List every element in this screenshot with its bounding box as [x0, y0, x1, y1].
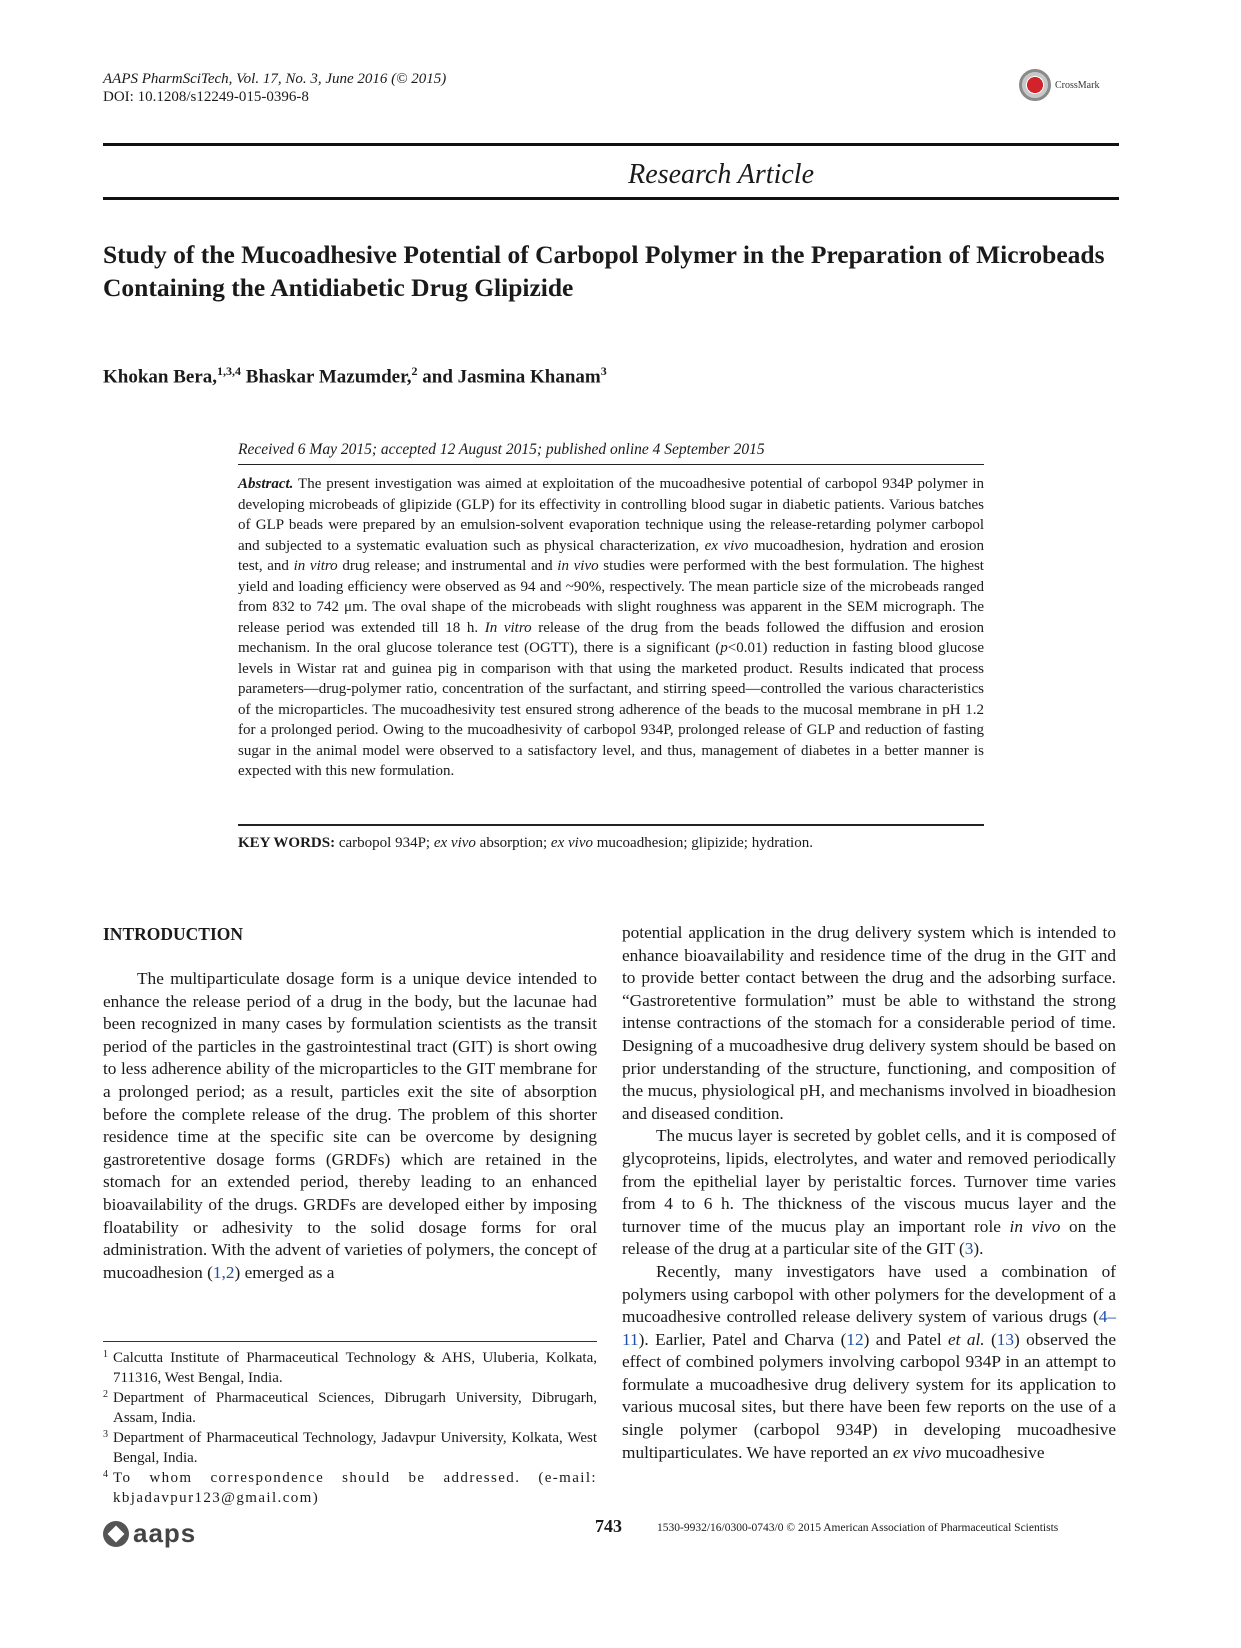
- paragraph-italic: in vivo: [1009, 1216, 1061, 1236]
- abstract-text: mucoadhesion, hydration and erosion test, and: [238, 537, 984, 574]
- abstract: [238, 474, 984, 782]
- author-3-affil: 3: [600, 364, 607, 378]
- footnote-text: Department of Pharmaceutical Technology, Jadavpur University, Kolkata, West Bengal, India.: [113, 1430, 597, 1466]
- footnote-marker: 2: [103, 1389, 108, 1400]
- abstract-text: release of the drug from the beads followed the diffusion and erosion mechanism. In the oral glucose tolerance test (OGTT), there is a significant (: [238, 619, 984, 656]
- footnote-3: [103, 1428, 597, 1468]
- journal-header: [103, 70, 446, 106]
- abstract-top-rule: [238, 464, 984, 465]
- journal-citation: AAPS PharmSciTech, Vol. 17, No. 3, June 2016 (© 2015): [103, 71, 447, 87]
- citation-link[interactable]: 4–11: [622, 1307, 1116, 1349]
- author-2: Bhaskar Mazumder,: [245, 366, 412, 388]
- keyword-italic: ex vivo: [433, 835, 476, 851]
- keywords-label: KEY WORDS:: [238, 835, 336, 851]
- keyword-italic: ex vivo: [550, 835, 593, 851]
- abstract-italic: p: [720, 640, 728, 656]
- abstract-text: The present investigation was aimed at exploitation of the mucoadhesive potential of carbopol 934P polymer in developing microbeads of glipizide (GLP) for its effectivity in controlling blood sugar in diabetic patients. Various batches of GLP beads were prepared by an emulsion-solvent evaporation technique using the release-retarding polymer carbopol and subjected to a systematic evaluation such as physical characterization,: [238, 476, 984, 554]
- abstract-label: Abstract.: [238, 476, 294, 492]
- paragraph-text: on the release of the drug at a particular site of the GIT (: [622, 1216, 1116, 1259]
- footnote-1: [103, 1348, 597, 1388]
- paragraph-text: ).: [973, 1239, 984, 1259]
- publication-dates: Received 6 May 2015; accepted 12 August 2015; published online 4 September 2015: [238, 441, 765, 458]
- paragraph-text: ) and Patel: [863, 1329, 948, 1349]
- page-number: 743: [595, 1516, 622, 1536]
- paragraph-text: mucoadhesive: [941, 1442, 1045, 1462]
- author-conjunction: and: [422, 366, 453, 388]
- abstract-italic: in vivo: [557, 558, 599, 574]
- top-rule: [103, 143, 1119, 146]
- right-column: [622, 922, 1116, 1464]
- paragraph-text: ) observed the effect of combined polymers involving carbopol 934P in an attempt to formulate a mucoadhesive drug delivery system for its application to various mucosal sites, but there have been few reports on the use of a single polymer (carbopol 934P) in developing mucoadhesive multiparticulates. We have reported an: [622, 1329, 1116, 1462]
- abstract-text: <0.01) reduction in fasting blood glucose levels in Wistar rat and guinea pig in comparison with that using the marketed product. Results indicated that process parameters—drug-polymer ratio, concentration of the surfactant, and stirring speed—controlled the various characteristics of the microparticles. The mucoadhesivity test ensured strong adherence of the beads to the mucosal membrane in pH 1.2 for a prolonged period. Owing to the mucoadhesivity of carbopol 934P, prolonged release of GLP and reduction of fasting sugar in the animal model were observed to a satisfactory level, and thus, management of diabetes in a better manner is expected with this new formulation.: [238, 640, 984, 779]
- paragraph-text: Recently, many investigators have used a combination of polymers using carbopol with other polymers for the development of a mucoadhesive controlled release delivery system of various drugs (: [622, 1261, 1116, 1327]
- footnote-2: [103, 1388, 597, 1428]
- footnote-text: Department of Pharmaceutical Sciences, Dibrugarh University, Dibrugarh, Assam, India.: [113, 1390, 597, 1426]
- paragraph-text: ) emerged as a: [234, 1262, 335, 1282]
- abstract-italic: In vitro: [484, 619, 532, 636]
- footnotes: [103, 1348, 597, 1508]
- copyright-line: 1530-9932/16/0300-0743/0 © 2015 American Association of Pharmaceutical Scientists: [657, 1522, 1059, 1534]
- intro-paragraph-3: [622, 1261, 1116, 1464]
- citation-link[interactable]: 1,2: [212, 1262, 235, 1282]
- intro-paragraph-1: [103, 968, 597, 1284]
- keyword-text: carbopol 934P;: [335, 835, 434, 851]
- article-type: Research Article: [628, 159, 814, 190]
- aaps-logo-icon: [103, 1521, 129, 1547]
- abstract-italic: ex vivo: [704, 537, 749, 554]
- footnote-rule: [103, 1341, 597, 1342]
- footnote-marker: 3: [103, 1429, 108, 1440]
- abstract-text: studies were performed with the best formulation. The highest yield and loading efficiency were observed as 94 and ~90%, respectively. The mean particle size of the microbeads ranged from 832 to 742 μm. The oval shape of the microbeads with slight roughness was apparent in the SEM micrograph. The release period was extended till 18 h.: [238, 558, 984, 636]
- intro-paragraph-1-cont: potential application in the drug delivery system which is intended to enhance bioavailability and residence time of the drug in the GIT and to provide better contact between the drug and the adsorbing surface. “Gastroretentive formulation” must be able to withstand the strong intense contractions of the stomach for a considerable period of time. Designing of a mucoadhesive drug delivery system should be based on prior understanding of the structure, functioning, and composition of the mucus, physiological pH, and mechanisms involved in bioadhesion and diseased condition.: [622, 923, 1116, 1123]
- paragraph-italic: ex vivo: [892, 1442, 942, 1462]
- paragraph-text: ). Earlier, Patel and Charva (: [638, 1329, 847, 1349]
- keyword-text: mucoadhesion; glipizide; hydration.: [592, 835, 813, 851]
- author-3: Jasmina Khanam: [457, 366, 601, 388]
- intro-paragraph-2: [622, 1125, 1116, 1261]
- author-list: [103, 364, 607, 388]
- paragraph-text: The multiparticulate dosage form is a unique device intended to enhance the release period of a drug in the body, but the lacunae had been recognized in many cases by formulation scientists as the transit period of the particles in the gastrointestinal tract (GIT) is short owing to less adherence ability of the microparticles to the GIT membrane for a prolonged period; as a result, particles exit the site of absorption before the complete release of the drug. The problem of this shorter residence time at the specific site can be overcome by designing gastroretentive dosage forms (GRDFs) which are retained in the stomach for an extended period, thereby leading to an enhanced bioavailability of the drugs. GRDFs are developed either by imposing floatability or adhesivity to the solid dosage forms for oral administration. With the advent of varieties of polymers, the concept of mucoadhesion (: [103, 969, 597, 1282]
- article-title: Study of the Mucoadhesive Potential of Carbopol Polymer in the Preparation of Microbeads Containing the Antidiabetic Drug Glipizide: [103, 240, 1105, 302]
- citation-link[interactable]: 12: [846, 1329, 864, 1349]
- keywords: [238, 835, 984, 852]
- aaps-logo-text: aaps: [133, 1518, 197, 1548]
- citation-link[interactable]: 13: [996, 1329, 1015, 1349]
- author-1-affil: 1,3,4: [217, 364, 242, 378]
- citation-link[interactable]: 3: [964, 1239, 974, 1259]
- left-column: [103, 968, 597, 1284]
- abstract-text: drug release; and instrumental and: [337, 558, 558, 574]
- crossmark-label: CrossMark: [1055, 79, 1100, 91]
- paragraph-italic: et al.: [948, 1329, 985, 1349]
- abstract-italic: in vitro: [293, 558, 338, 574]
- footnote-text: Calcutta Institute of Pharmaceutical Technology & AHS, Uluberia, Kolkata, 711316, West Bengal, India.: [113, 1350, 597, 1386]
- aaps-logo: [103, 1518, 196, 1549]
- author-2-affil: 2: [411, 364, 418, 378]
- paragraph-text: (: [984, 1329, 997, 1349]
- abstract-bottom-rule: [238, 824, 984, 826]
- footnote-4: [103, 1468, 597, 1508]
- crossmark-icon: [1019, 69, 1051, 101]
- keyword-text: absorption;: [475, 835, 551, 851]
- footnote-text: To whom correspondence should be addressed. (e-mail: kbjadavpur123@gmail.com): [113, 1470, 597, 1506]
- footnote-marker: 4: [103, 1469, 108, 1480]
- paragraph-text: The mucus layer is secreted by goblet cells, and it is composed of glycoproteins, lipids, electrolytes, and water and removed periodically from the epithelial layer by peristaltic forces. Turnover time varies from 4 to 6 h. The thickness of the viscous mucus layer and the turnover time of the mucus play an important role: [622, 1126, 1116, 1236]
- section-heading-introduction: INTRODUCTION: [103, 924, 244, 944]
- title-rule: [103, 197, 1119, 200]
- crossmark-badge[interactable]: [1019, 66, 1119, 104]
- author-1: Khokan Bera,: [103, 366, 218, 388]
- doi[interactable]: DOI: 10.1208/s12249-015-0396-8: [103, 89, 309, 105]
- footnote-marker: 1: [103, 1349, 108, 1360]
